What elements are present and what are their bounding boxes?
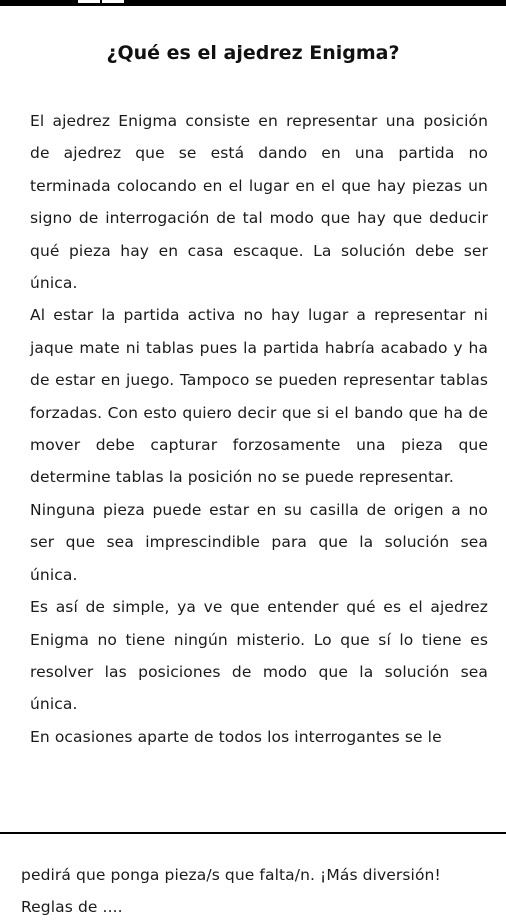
paragraph-5: En ocasiones aparte de todos los interrogantes se le (30, 727, 442, 746)
article-body (30, 105, 488, 753)
next-page-text: pedirá que ponga pieza/s que falta/n. ¡Más diversión! Reglas de .... (21, 866, 441, 917)
reading-page[interactable] (0, 6, 506, 832)
paragraph-2: Al estar la partida activa no hay lugar a representar ni jaque mate ni tablas pues la partida habría acabado y ha de estar en juego. Tampoco se pueden representar tablas forzadas. Con esto quiero decir que si el bando que ha de mover debe capturar forzosamente una pieza que determine tablas la posición no se puede representar. (30, 306, 488, 487)
page-title: ¿Qué es el ajedrez Enigma? (106, 42, 400, 64)
next-page-preview[interactable] (0, 834, 506, 917)
paragraph-3: Ninguna pieza puede estar en su casilla de origen a no ser que sea imprescindible para que la solución sea única. (30, 500, 488, 584)
paragraph-1: El ajedrez Enigma consiste en representar una posición de ajedrez que se está dando en una partida no terminada colocando en el lugar en el que hay piezas un signo de interrogación de tal modo que hay que deducir qué pieza hay en casa escaque. La solución debe ser única. (30, 112, 488, 293)
paragraph-4: Es así de simple, ya ve que entender qué es el ajedrez Enigma no tiene ningún misterio. Lo que sí lo tiene es resolver las posiciones de modo que la solución sea única. (30, 598, 488, 714)
